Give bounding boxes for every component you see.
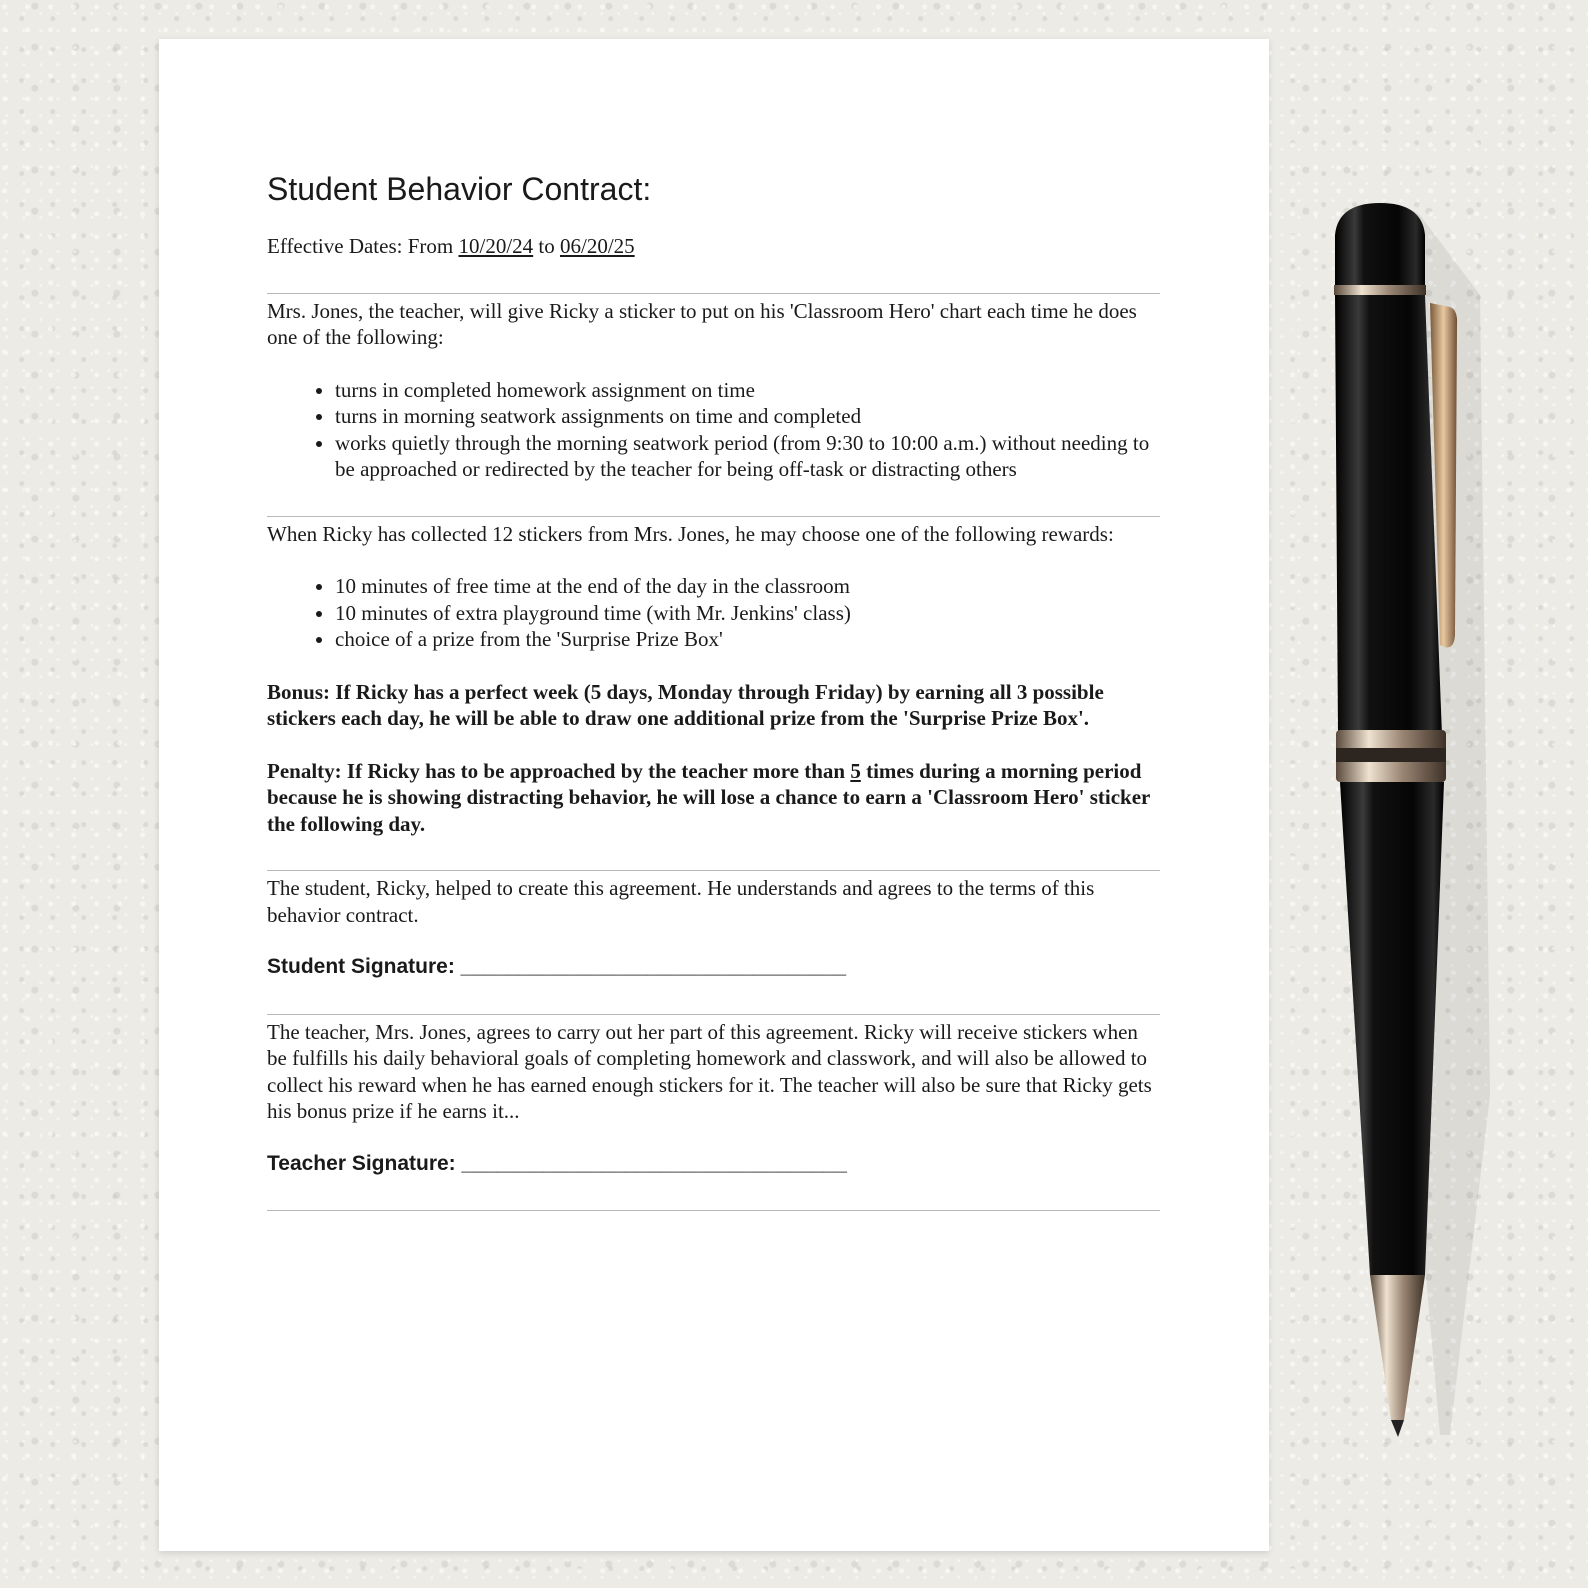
effective-date-from: 10/20/24 (458, 234, 534, 258)
contract-content (267, 169, 1160, 1211)
section-divider (267, 516, 1160, 517)
penalty-count: 5 (850, 758, 861, 783)
effective-dates (267, 233, 1160, 260)
list-item: • turns in completed homework assignment on time (335, 377, 1160, 404)
section-divider (267, 293, 1160, 294)
list-item: • 10 minutes of free time at the end of the day in the classroom (335, 573, 1160, 600)
effective-dates-prefix: Effective Dates: From (267, 234, 459, 258)
teacher-agreement: The teacher, Mrs. Jones, agrees to carry out her part of this agreement. Ricky will receive stickers when be fulfills his daily behavioral goals of completing homework and classwork, and will also be allowed to collect his reward when he has earned enough stickers for it. The teacher will also be sure that Ricky gets his bonus prize if he earns it... (267, 1019, 1152, 1123)
reward-list (267, 573, 1160, 653)
student-agreement: The student, Ricky, helped to create this agreement. He understands and agrees to the terms of this behavior contract. (267, 876, 1095, 927)
document-page (159, 39, 1269, 1551)
penalty-text-before: Penalty: If Ricky has to be approached by the teacher more than (267, 758, 851, 783)
list-item: • works quietly through the morning seatwork period (from 9:30 to 10:00 a.m.) without needing to be approached or redirected by the teacher for being off-task or distracting others (335, 430, 1160, 483)
document-title: Student Behavior Contract: (267, 171, 652, 207)
penalty-clause (267, 758, 1160, 838)
rewards-intro: When Ricky has collected 12 stickers from Mrs. Jones, he may choose one of the following rewards: (267, 521, 1114, 546)
effective-date-to: 06/20/25 (560, 234, 635, 258)
section-divider (267, 1014, 1160, 1015)
sticker-intro: Mrs. Jones, the teacher, will give Ricky a sticker to put on his 'Classroom Hero' chart each time he does one of the following: (267, 298, 1137, 349)
list-item: • turns in morning seatwork assignments on time and completed (335, 403, 1160, 430)
ballpoint-pen-icon (1330, 195, 1500, 1465)
bonus-clause: Bonus: If Ricky has a perfect week (5 days, Monday through Friday) by earning all 3 possible stickers each day, he will be able to draw one additional prize from the 'Surprise Prize Box'. (267, 679, 1104, 730)
teacher-signature-line[interactable]: Teacher Signature: _________________________________ (267, 1151, 847, 1175)
section-divider (267, 870, 1160, 871)
behavior-list (267, 377, 1160, 483)
student-signature-line[interactable]: Student Signature: _________________________________ (267, 955, 847, 978)
effective-dates-mid: to (533, 234, 560, 258)
list-item: • choice of a prize from the 'Surprise Prize Box' (335, 626, 1160, 653)
penalty-text-after: times during a morning period because he is showing distracting behavior, he will lose a chance to earn a 'Classroom Hero' sticker the following day. (267, 758, 1150, 836)
section-divider (267, 1210, 1160, 1211)
list-item: • 10 minutes of extra playground time (with Mr. Jenkins' class) (335, 600, 1160, 627)
